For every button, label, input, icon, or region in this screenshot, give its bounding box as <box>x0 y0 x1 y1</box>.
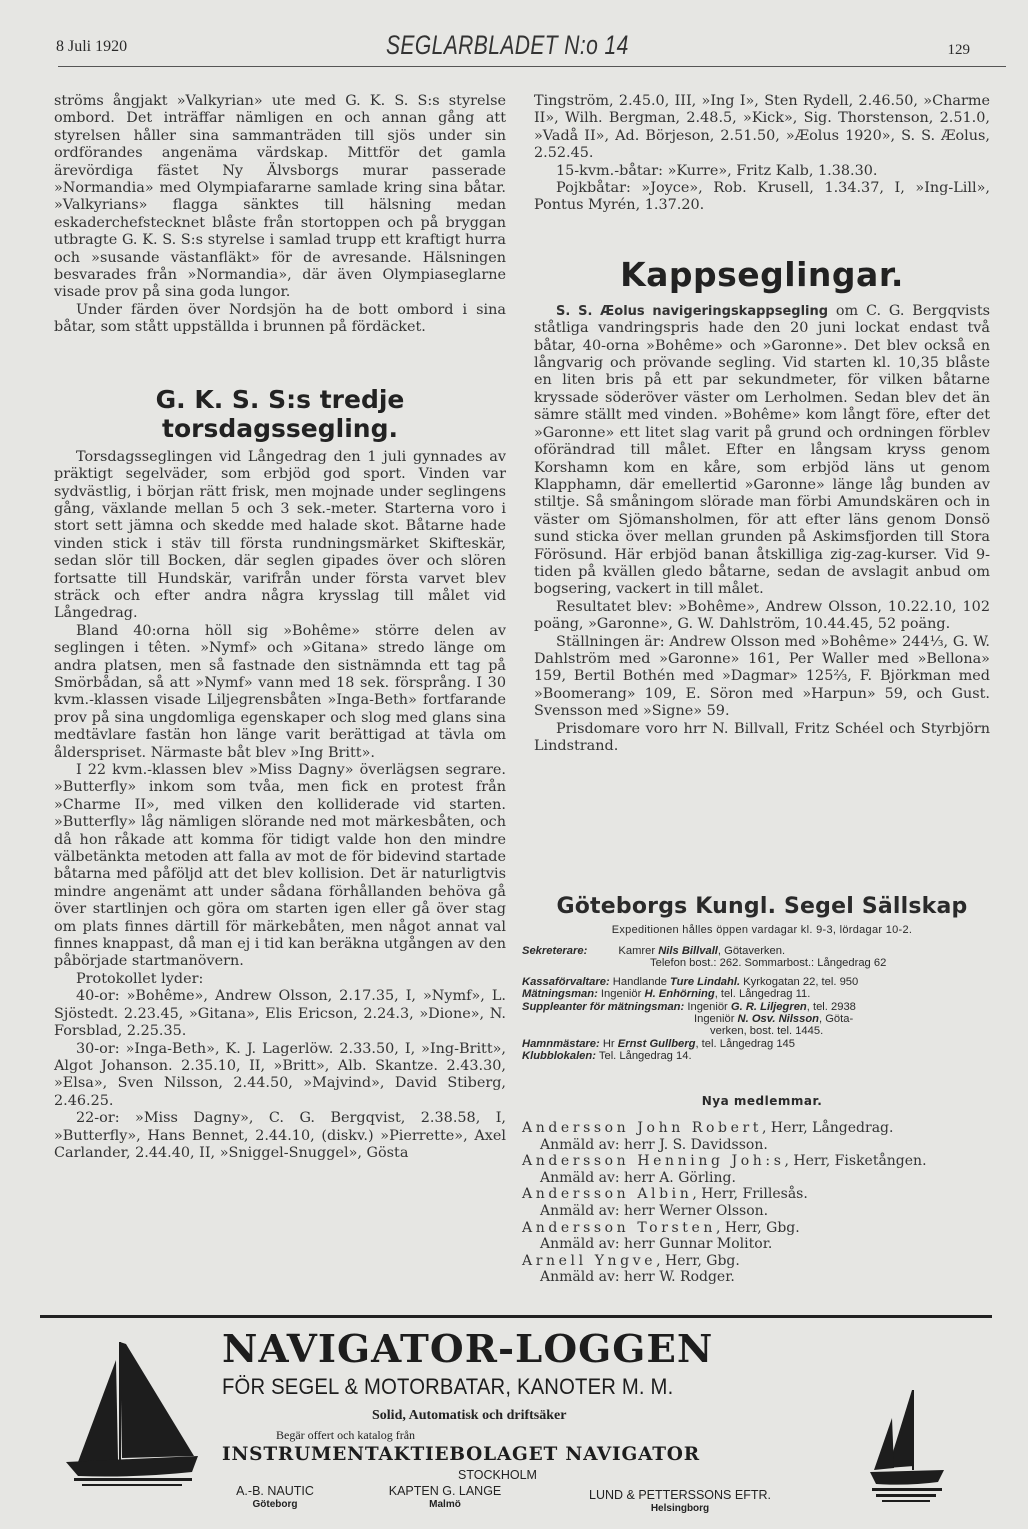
member-info: , Herr, Gbg. <box>656 1252 740 1269</box>
header-rule <box>58 66 1006 67</box>
results-paragraph: 40-or: »Bohême», Andrew Olsson, 2.17.35, I, »Nymf», L. Sjöstedt. 2.23.45, »Gitana», Elis Ericson, 2.24.3, »Dione», N. Forsblad, 2.25.35. <box>54 988 506 1040</box>
paragraph: Protokollet lyder: <box>76 970 204 987</box>
agent-city: Helsingborg <box>650 1503 710 1514</box>
results-paragraph: 30-or: »Inga-Beth», K. J. Lagerlöw. 2.33.50, I, »Ing-Britt», Algot Johanson. 2.35.10, II, »Britt», Alb. Skantze. 2.43.30, »Elsa», Sven Nilsson, 2.44.50, »Majvind», David Stiberg, 2.46.25. <box>54 1040 506 1109</box>
person-name: H. Enhörning <box>644 988 715 1001</box>
role-text: , Göta- <box>819 1013 854 1026</box>
right-column <box>534 93 990 755</box>
paragraph: Ställningen är: Andrew Olsson med »Bohême» 244⅓, G. W. Dahlström med »Garonne» 161, Per Waller med »Bellona» 159, Bertil Bothén med »Dagmar» 125⅔, F. Björkman med »Boomerang» 109, E. Söron med »Harpun» 59, och Gust. Svensson med »Signe» 59. <box>534 633 990 720</box>
clubhouse-row <box>522 1050 1002 1062</box>
ad-company: INSTRUMENTAKTIEBOLAGET NAVIGATOR <box>222 1444 700 1465</box>
role-text: Kamrer <box>618 945 659 957</box>
person-name: Ernst Gullberg <box>617 1037 696 1050</box>
section-title: Kappseglingar. <box>620 254 904 294</box>
ad-agent <box>562 1488 798 1516</box>
role-text: , Götaverken. <box>717 945 786 957</box>
member-name: Andersson Henning Joh:s <box>522 1153 785 1170</box>
ad-headline: NAVIGATOR-LOGGEN <box>222 1326 714 1371</box>
member-entry <box>522 1220 1002 1253</box>
role-label: Mätningsman: <box>522 988 598 1001</box>
page-number: 129 <box>947 42 970 58</box>
role-text: Kyrkogatan 22, tel. 950 <box>740 975 859 988</box>
results-paragraph: 15-kvm.-båtar: »Kurre», Fritz Kalb, 1.38.30. <box>556 162 878 179</box>
member-info: , Herr, Frillesås. <box>692 1186 808 1203</box>
new-members-title: Nya medlemmar. <box>701 1094 823 1108</box>
club-name: Göteborgs Kungl. Segel Sällskap <box>556 894 968 919</box>
measurer-row <box>522 988 1002 1000</box>
agent-name: LUND & PETTERSSONS EFTR. <box>589 1488 771 1502</box>
role-text: Ingeniör <box>684 1000 731 1013</box>
role-text: Handlande <box>609 975 671 988</box>
article-title-line: torsdagssegling. <box>162 413 398 443</box>
results-paragraph: Pojkbåtar: »Joyce», Rob. Krusell, 1.34.37, I, »Ing-Lill», Pontus Myrén, 1.37.20. <box>534 180 990 214</box>
paragraph: I 22 kvm.-klassen blev »Miss Dagny» överlägsen segrare. »Butterfly» inkom som tvåa, men fick en protest från »Charme II», med vilken den kolliderade vid starten. »Butterfly» låg nämligen slörande ned mot märkesbåten, och då hon råkade att komma för tidigt valde hon den mindre välbetänkta metoden att falla av mot de för bidevind startade båtarna med påföljd att det blev kollision. Det är naturligtvis mindre angenämt att under sådana förhållanden behöva gå över startlinjen och göra om starten igen eller gå över stag om plats finnes därtill för märkebåten, men något annat val finnes knappast, då man ej i tid kan beräkna utgången av den påbörjade startmanövern. <box>54 762 506 970</box>
sailboat-icon <box>64 1338 204 1498</box>
ad-agent <box>370 1484 520 1512</box>
member-entry <box>522 1186 1002 1219</box>
role-label: Sekreterare: <box>522 945 588 957</box>
member-entry <box>522 1253 1002 1286</box>
role-label: Suppleanter för mätningsman: <box>522 1000 685 1013</box>
member-referrer: Anmäld av: herr W. Rodger. <box>540 1269 735 1286</box>
treasurer-row <box>522 976 1002 988</box>
paragraph: ströms ångjakt »Valkyrian» ute med G. K. S. S:s styrelse ombord. Det inträffar nämligen en och annan gång att styrelsen håller sina sammanträden till sjös under sin ordförandes angenäma värdskap. Mittför det gamla ärevördiga fästet Ny Älvsborgs murar passerade »Normandia» med Olympiafararne samlade kring sina båtar. »Valkyrians» flagga sänktes till hälsning medan eskaderchefstecknet blåste från stortoppen och på bryggan utbragte G. K. S. S:s styrelse i samlad trupp ett kraftigt hurra och »susande västanfläkt» för de avresande. Hälsningen besvarades från »Normandia», där även Olympiaseglarne visade prov på sina goda lungor. <box>54 93 506 301</box>
ad-request: Begär offert och katalog från <box>276 1428 416 1442</box>
advertisement <box>0 1318 1028 1518</box>
paragraph: Under färden över Nordsjön ha de bott ombord i sina båtar, som stått uppställda i brunnen på fördäcket. <box>54 301 506 336</box>
ad-company-city: STOCKHOLM <box>458 1468 537 1482</box>
member-entry <box>522 1120 1002 1153</box>
role-text: , tel. Långedrag 11. <box>714 988 811 1001</box>
paragraph <box>534 303 990 599</box>
deputy2-row <box>522 1013 1002 1025</box>
page-header <box>56 30 1006 66</box>
office-hours: Expeditionen hålles öppen vardagar kl. 9-3, lördagar 10-2. <box>611 924 913 936</box>
ad-subheadline: FÖR SEGEL & MOTORBATAR, KANOTER M. M. <box>222 1374 674 1399</box>
issue-date: 8 Juli 1920 <box>56 38 128 55</box>
ad-slogan: Solid, Automatisk och driftsäker <box>372 1408 567 1423</box>
agent-name: KAPTEN G. LANGE <box>388 1484 502 1498</box>
club-info-box <box>522 893 1002 1063</box>
member-name: Andersson John Robert <box>522 1120 762 1136</box>
role-text: , tel. 2938 <box>806 1000 856 1013</box>
person-name: N. Osv. Nilsson <box>737 1013 819 1026</box>
paragraph: Torsdagsseglingen vid Långedrag den 1 juli gynnades av präktigt segelväder, som erbjöd god sport. Vinden var sydvästlig, i början rätt frisk, men mojnade under seglingens gång, växlande mellan 5 och 3 sek.-meter. Starterna voro i stort sett jämna och skedde med halade skot. Båtarne hade vinden stick i stäv till första rundningsmärket Skifteskär, sedan slör till Bocken, där seglen gipades över och slören fortsatte till Hundskär, varifrån under första varvet blev sträck och efter andra några krysslag till målet vid Långedrag. <box>54 448 506 622</box>
member-referrer: Anmäld av: herr Werner Olsson. <box>540 1202 769 1219</box>
role-text: Tel. Långedrag 14. <box>595 1050 692 1063</box>
person-name: Ture Lindahl. <box>670 975 741 988</box>
new-members-section <box>522 1094 1002 1286</box>
paragraph: Bland 40:orna höll sig »Bohême» större delen av seglingen i têten. »Nymf» och »Gitana» stredo länge om andra platsen, men så fastnade den sistnämnda ett tag på Smörbådan, så att »Nymf» vann med 18 sek. försprång. I 30 kvm.-klassen visade Liljegrensbåten »Inga-Beth» fortfarande prov på sina ungdomliga egenskaper och slog med glans sina medtävlare fastän hon länge varit berättigad at tävla om ålderspriset. Närmaste båt blev »Ing Britt». <box>54 622 506 761</box>
member-name: Andersson Torsten <box>522 1219 717 1236</box>
agent-city: Göteborg <box>252 1499 298 1510</box>
role-label: Hamnmästare: <box>522 1037 600 1050</box>
ad-agent <box>220 1484 330 1512</box>
secretary-phone: Telefon bost.: 262. Sommarbost.: Långedrag 62 <box>650 957 887 970</box>
member-referrer: Anmäld av: herr J. S. Davidsson. <box>540 1136 768 1153</box>
role-label: Klubblokalen: <box>522 1050 596 1063</box>
results-paragraph: Tingström, 2.45.0, III, »Ing I», Sten Rydell, 2.46.50, »Charme II», Wilh. Bergman, 2.48.5, »Kick», Sig. Thorstenson, 2.51.0, »Vadå II», Ad. Börjeson, 2.51.50, »Æolus 1920», S. S. Æolus, 2.52.45. <box>534 93 990 162</box>
role-label: Kassaförvaltare: <box>522 975 610 988</box>
secretary-row <box>522 945 1002 957</box>
person-name: G. R. Liljegren <box>730 1000 807 1013</box>
sailboat-icon <box>868 1388 948 1508</box>
role-text: Ingeniör <box>694 1013 738 1026</box>
role-text: Ingeniör <box>597 988 645 1001</box>
left-column <box>54 93 506 1162</box>
article-title-line: G. K. S. S:s tredje <box>155 384 405 414</box>
publication-title: SEGLARBLADET N:o 14 <box>386 30 629 60</box>
results-paragraph: 22-or: »Miss Dagny», C. G. Bergqvist, 2.38.58, I, »Butterfly», Hans Bennet, 2.44.10, (diskv.) »Pierrette», Axel Carlander, 2.44.40, II, »Sniggel-Snuggel», Gösta <box>54 1110 506 1161</box>
person-name: Nils Billvall <box>658 945 718 957</box>
lead-text: om C. G. Bergqvists ståtliga vandringspris hade den 20 juni lockat endast två båtar, 40-orna »Bohême» och »Garonne». Det blev också en långvarig och prövande segling. Vid starten kl. 10,35 blåste en liten bris på ett par sekundmeter, för vilken båtarne kryssade söderöver väster om Lerholmen. Sedan blev det än sämre ställt med vinden. »Bohême» kom långt före, efter det »Garonne» ett litet slag varit på grund och ordningen förblev oförändrad till målet. Efter en långsam kryss genom Korshamn kom en kåre, som erbjöd läns ut genom Klapphamn, där emellertid »Garonne» länge låg bunden av stiltje. Så småningom slörade man förbi Amundskären och in väster om Sjömansholmen, för att efter läns genom Donsö sund sticka över mellan grunden på Askimsfjorden till Stora Förösund. Här erbjöd banan åtskilliga zig-zag-kurser. Vid 9-tiden på kvällen gledo båtarne, sedan de avslagit anbud om bogsering, vackert in till målet. <box>534 302 990 598</box>
agent-name: A.-B. NAUTIC <box>236 1484 314 1498</box>
member-name: Arnell Yngve <box>522 1252 657 1269</box>
deputy-row <box>522 1001 1002 1013</box>
role-text: Hr <box>599 1037 618 1050</box>
role-text: , tel. Långedrag 145 <box>695 1037 795 1050</box>
member-name: Andersson Albin <box>522 1186 693 1203</box>
harbormaster-row <box>522 1038 1002 1050</box>
member-info: , Herr, Fisketången. <box>784 1153 927 1170</box>
article-title <box>54 385 506 443</box>
member-info: , Herr, Gbg. <box>716 1219 800 1236</box>
lead-bold: S. S. Æolus navigeringskappsegling <box>556 303 829 319</box>
member-referrer: Anmäld av: herr A. Görling. <box>540 1169 736 1186</box>
agent-city: Malmö <box>429 1499 461 1510</box>
paragraph: Prisdomare voro hrr N. Billvall, Fritz Schéel och Styrbjörn Lindstrand. <box>534 720 990 754</box>
member-info: , Herr, Långedrag. <box>762 1120 894 1136</box>
paragraph: Resultatet blev: »Bohême», Andrew Olsson, 10.22.10, 102 poäng, »Garonne», G. W. Dahlström, 10.44.45, 52 poäng. <box>534 598 990 633</box>
deputy2-row-cont: verken, bost. tel. 1445. <box>710 1025 824 1038</box>
member-entry <box>522 1153 1002 1186</box>
member-referrer: Anmäld av: herr Gunnar Molitor. <box>540 1236 773 1253</box>
